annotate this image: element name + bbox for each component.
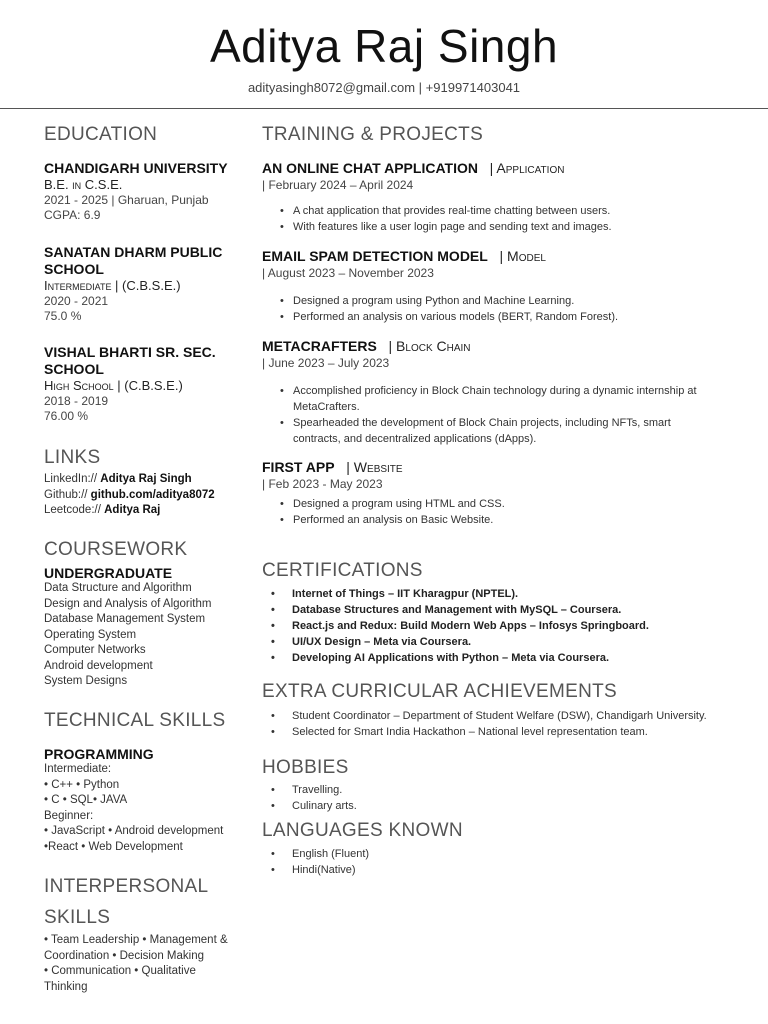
education-score: CGPA: 6.9 [44, 208, 101, 222]
project-bullet: • Accomplished proficiency in Block Chain technology during a dynamic internship at MetaCrafters. [262, 383, 717, 415]
project-title-line [262, 248, 742, 265]
education-entry [44, 160, 244, 223]
project-title: EMAIL SPAM DETECTION MODEL [262, 248, 488, 264]
achievement-item: • Selected for Smart India Hackathon – National level representation team. [262, 724, 742, 740]
interpersonal-line: Coordination • Decision Making [44, 949, 204, 962]
certification-item: • Database Structures and Management with MySQL – Coursera. [262, 602, 742, 618]
school-name: VISHAL BHARTI SR. SEC. SCHOOL [44, 344, 216, 377]
project-type: | Model [499, 248, 546, 264]
education-dates: 2020 - 2021 [44, 294, 109, 308]
hobbies-heading: HOBBIES [262, 757, 349, 778]
education-score: 75.0 % [44, 309, 82, 323]
project-entry [262, 160, 742, 235]
project-type: | Application [489, 160, 565, 176]
interpersonal-line: • Team Leadership • Management & [44, 934, 228, 946]
header-divider [0, 108, 768, 109]
interpersonal-heading: INTERPERSONAL [44, 876, 209, 897]
project-bullets [262, 203, 742, 235]
skills-block [44, 746, 244, 855]
coursework-heading: COURSEWORK [44, 539, 188, 560]
project-title-line [262, 160, 742, 177]
certification-item: • UI/UX Design – Meta via Coursera. [262, 634, 742, 650]
link-value[interactable]: Aditya Raj [104, 504, 161, 516]
achievement-item: • Student Coordinator – Department of Student Welfare (DSW), Chandigarh University. [262, 708, 742, 724]
project-entry [262, 248, 742, 325]
skills-line: Beginner: [44, 809, 94, 822]
link-leetcode[interactable] [44, 503, 244, 519]
school-name: CHANDIGARH UNIVERSITY [44, 160, 228, 176]
education-entry [44, 244, 244, 324]
education-heading: EDUCATION [44, 124, 158, 145]
project-type: | Block Chain [388, 338, 471, 354]
skills-line: • C • SQL• JAVA [44, 794, 128, 806]
degree: Intermediate | (C.B.S.E.) [44, 278, 181, 293]
extra-curricular-list [262, 708, 742, 740]
project-bullets [262, 496, 742, 528]
certification-item: • Developing AI Applications with Python – Meta via Coursera. [262, 650, 742, 666]
link-github[interactable] [44, 488, 244, 504]
language-item: • English (Fluent) [262, 846, 742, 862]
candidate-name: Aditya Raj Singh [209, 20, 559, 72]
links-list [44, 472, 244, 519]
technical-skills-heading: TECHNICAL SKILLS [44, 710, 226, 731]
link-label: LinkedIn:// [44, 473, 98, 485]
certification-item: • Internet of Things – IIT Kharagpur (NPTEL). [262, 586, 742, 602]
project-dates: | June 2023 – July 2023 [262, 356, 390, 370]
course-item: Operating System [44, 628, 137, 641]
interpersonal-block [44, 933, 244, 995]
project-bullet: • Designed a program using Python and Machine Learning. [262, 293, 742, 309]
link-value[interactable]: Aditya Raj Singh [100, 473, 192, 485]
skills-line: •React • Web Development [44, 840, 183, 853]
project-title: AN ONLINE CHAT APPLICATION [262, 160, 478, 176]
project-bullet: • Designed a program using HTML and CSS. [262, 496, 742, 512]
certifications-heading: CERTIFICATIONS [262, 560, 423, 581]
education-dates: 2018 - 2019 [44, 394, 109, 408]
course-item: Computer Networks [44, 644, 146, 656]
project-type: | Website [346, 459, 403, 475]
degree: High School | (C.B.S.E.) [44, 378, 183, 393]
course-item: Design and Analysis of Algorithm [44, 597, 212, 610]
contact-info: adityasingh8072@gmail.com | +919971403041 [247, 80, 521, 95]
project-title: FIRST APP [262, 459, 335, 475]
link-linkedin[interactable] [44, 472, 244, 488]
languages-list [262, 846, 742, 878]
project-bullet: • Performed an analysis on various models (BERT, Random Forest). [262, 309, 742, 325]
skills-subheading: PROGRAMMING [44, 746, 154, 762]
project-bullet: • Spearheaded the development of Block Chain projects, including NFTs, smart contracts, and decentralized applications (dApps). [262, 415, 717, 447]
skills-line: • C++ • Python [44, 778, 120, 791]
course-item: System Designs [44, 675, 128, 687]
hobbies-list [262, 782, 742, 814]
certifications-list [262, 586, 742, 666]
project-dates: | Feb 2023 - May 2023 [262, 477, 383, 491]
training-projects-heading: TRAINING & PROJECTS [262, 124, 484, 145]
education-dates: 2021 - 2025 | Gharuan, Punjab [44, 193, 209, 207]
project-dates: | February 2024 – April 2024 [262, 178, 414, 192]
languages-heading: LANGUAGES KNOWN [262, 820, 463, 841]
project-dates: | August 2023 – November 2023 [262, 266, 434, 280]
course-item: Android development [44, 659, 153, 672]
education-score: 76.00 % [44, 409, 89, 423]
hobby-item: • Culinary arts. [262, 798, 742, 814]
language-item: • Hindi(Native) [262, 862, 742, 878]
link-label: Github:// [44, 488, 88, 501]
links-heading: LINKS [44, 447, 101, 468]
project-entry [262, 459, 742, 528]
coursework-block [44, 565, 244, 690]
project-entry [262, 338, 742, 447]
link-value[interactable]: github.com/aditya8072 [90, 488, 215, 501]
project-bullets [262, 383, 717, 447]
project-title-line [262, 459, 742, 476]
degree: B.E. in C.S.E. [44, 177, 123, 192]
project-title-line [262, 338, 742, 355]
course-item: Database Management System [44, 613, 206, 625]
interpersonal-line: • Communication • Qualitative [44, 965, 196, 977]
skills-line: Intermediate: [44, 763, 112, 775]
coursework-subheading: UNDERGRADUATE [44, 565, 173, 581]
school-name: SANATAN DHARM PUBLIC SCHOOL [44, 244, 223, 277]
project-bullet: • With features like a user login page and sending text and images. [262, 219, 742, 235]
interpersonal-line: Thinking [44, 980, 88, 993]
project-bullet: • A chat application that provides real-time chatting between users. [262, 203, 742, 219]
interpersonal-heading-cont: SKILLS [44, 907, 111, 928]
project-title: METACRAFTERS [262, 338, 377, 354]
hobby-item: • Travelling. [262, 782, 742, 798]
certification-item: • React.js and Redux: Build Modern Web Apps – Infosys Springboard. [262, 618, 742, 634]
link-label: Leetcode:// [44, 504, 101, 516]
education-entry [44, 344, 244, 424]
project-bullets [262, 293, 742, 325]
skills-line: • JavaScript • Android development [44, 825, 224, 837]
project-bullet: • Performed an analysis on Basic Website. [262, 512, 742, 528]
extra-curricular-heading: EXTRA CURRICULAR ACHIEVEMENTS [262, 681, 617, 702]
course-item: Data Structure and Algorithm [44, 582, 192, 594]
